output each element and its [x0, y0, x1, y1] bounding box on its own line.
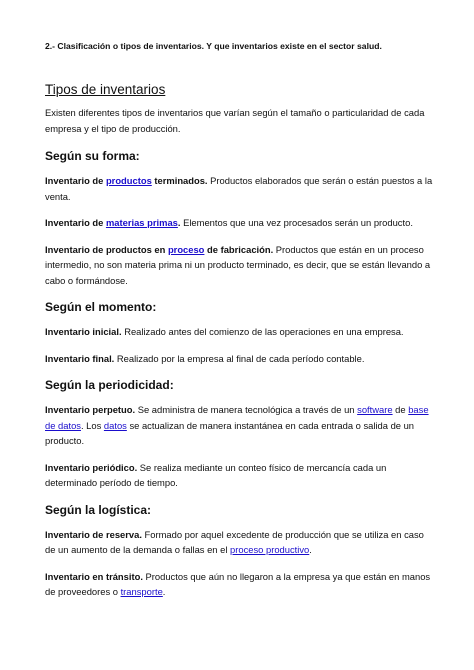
entry-description: de — [392, 404, 409, 415]
entry-productos-terminados — [45, 173, 436, 204]
entry-materias-primas — [45, 215, 436, 231]
term-text: terminados. — [151, 175, 208, 186]
entry-description: Productos que aún no llegaron a la empresa ya que están en manos de proveedores o — [45, 570, 431, 597]
section-forma — [45, 148, 436, 288]
entry-term — [45, 217, 180, 228]
entry-description: Elementos que una vez procesados serán un producto. — [180, 217, 413, 228]
term-text: Inventario de productos en — [45, 243, 168, 255]
link-proceso[interactable]: proceso — [167, 243, 205, 255]
entry-description: Formado por aquel excedente de producción que se utiliza en caso de un aumento de la demanda o fallas en el — [45, 528, 424, 555]
term-text: Inventario de — [45, 175, 106, 186]
question-heading: 2.- Clasificación o tipos de inventarios. Y que inventarios existe en el sector salud. — [45, 41, 382, 51]
entry-term — [45, 175, 208, 186]
entry-inventario-perpetuo — [45, 402, 436, 449]
entry-term: Inventario perpetuo. — [45, 404, 136, 415]
link-materias-primas[interactable]: materias primas — [105, 217, 178, 228]
entry-inventario-reserva — [45, 527, 436, 558]
entry-inventario-inicial — [45, 324, 436, 340]
section-heading-logistica: Según la logística: — [45, 502, 152, 517]
section-heading-forma: Según su forma: — [45, 149, 140, 163]
entry-description: Se administra de manera tecnológica a través de un — [135, 404, 358, 415]
section-momento — [45, 299, 436, 366]
entry-term: Inventario final. — [45, 352, 115, 364]
entry-description: Productos que están en un proceso intermedio, no son materia prima ni un producto terminado, es decir, que se están llevando a cabo o formándose. — [45, 243, 431, 286]
entry-term — [45, 244, 273, 255]
entry-term: Inventario inicial. — [45, 326, 122, 337]
entry-description: . — [162, 586, 166, 597]
entry-term: Inventario de reserva. — [45, 528, 142, 540]
entry-inventario-periodico — [45, 460, 436, 491]
entry-description: Se realiza mediante un conteo físico de mercancía cada un determinado período de tiempo. — [45, 461, 387, 488]
entry-description: Realizado antes del comienzo de las operaciones en una empresa. — [121, 326, 404, 337]
section-heading-periodicidad: Según la periodicidad: — [45, 378, 174, 392]
entry-term: Inventario periódico. — [45, 461, 138, 473]
entry-description: Productos elaborados que serán o están puestos a la venta. — [45, 175, 433, 202]
link-transporte[interactable]: transporte — [120, 586, 163, 597]
entry-description: se actualizan de manera instantánea en cada entrada o salida de un producto. — [45, 419, 415, 446]
term-text: de fabricación. — [204, 243, 274, 255]
section-periodicidad — [45, 377, 436, 491]
entry-inventario-final — [45, 351, 436, 367]
section-heading-momento: Según el momento: — [45, 300, 157, 314]
entry-term: Inventario en tránsito. — [45, 570, 143, 582]
entry-productos-en-proceso — [45, 242, 436, 289]
link-datos[interactable]: datos — [103, 419, 127, 431]
entry-inventario-transito — [45, 569, 436, 600]
link-productos[interactable]: productos — [105, 175, 152, 186]
link-software[interactable]: software — [357, 404, 393, 415]
intro-paragraph: Existen diferentes tipos de inventarios que varían según el tamaño o particularidad de cada empresa y el tipo de producción. — [45, 107, 425, 134]
term-text: . — [177, 217, 181, 228]
entry-description: . — [309, 544, 312, 555]
document-title: Tipos de inventarios — [45, 82, 166, 97]
link-proceso-productivo[interactable]: proceso productivo — [230, 544, 310, 555]
term-text: Inventario de — [45, 217, 106, 228]
entry-description: . Los — [80, 419, 104, 431]
entry-description: Realizado por la empresa al final de cada período contable. — [114, 352, 365, 364]
link-base-de-datos[interactable]: base de datos — [45, 404, 429, 431]
section-logistica — [45, 502, 436, 600]
